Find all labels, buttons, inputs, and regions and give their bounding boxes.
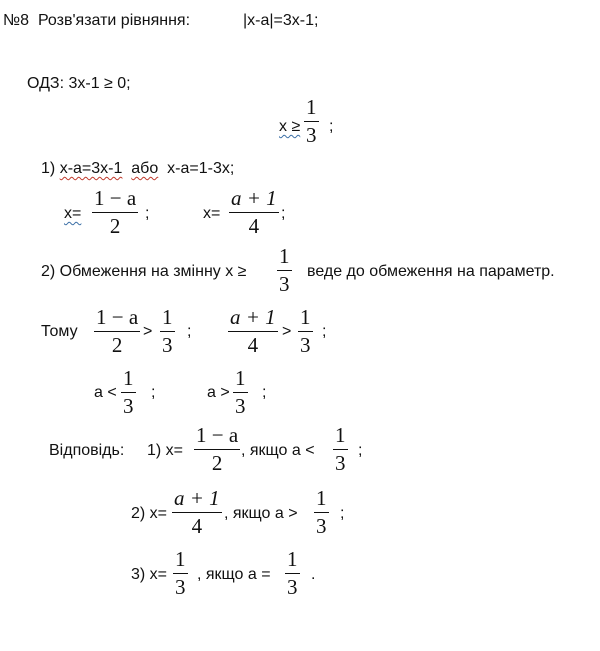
- therefore-i2-den: 4: [247, 333, 259, 357]
- answer2-semi: ;: [340, 505, 345, 522]
- therefore-i2-num: a + 1: [230, 305, 276, 329]
- range1-fraction: [121, 368, 136, 417]
- step1-label: 1): [41, 160, 56, 177]
- answer3-cden: 3: [287, 575, 298, 599]
- answer1-num: 1 − a: [196, 423, 239, 447]
- range2-text: a >: [207, 384, 230, 401]
- step1-x1-fraction: [92, 188, 138, 237]
- step1-case2: x-a=1-3x;: [167, 160, 235, 177]
- answer3-den: 3: [175, 575, 186, 599]
- therefore-i1-op: >: [143, 323, 153, 340]
- therefore-i1-den: 2: [111, 333, 123, 357]
- step1-x2-num: a + 1: [231, 186, 277, 210]
- odz-semicolon: ;: [329, 118, 334, 135]
- therefore-i2-op: >: [282, 323, 292, 340]
- odz-fraction: [304, 97, 319, 146]
- therefore-i1-rhs: [160, 307, 175, 356]
- answer1-cond-fraction: [333, 425, 348, 474]
- odz-frac-den: 3: [306, 123, 317, 147]
- range1-text: a <: [94, 384, 117, 401]
- answer3-fraction: [173, 549, 188, 598]
- therefore-i2-fraction: [228, 307, 278, 356]
- range2-den: 3: [235, 394, 246, 418]
- answer3-cond-fraction: [285, 549, 300, 598]
- range2-fraction: [233, 368, 248, 417]
- therefore-i1-rden: 3: [162, 333, 173, 357]
- answer3-prefix: 3) x=: [131, 566, 168, 583]
- answer1-cnum: 1: [335, 423, 346, 447]
- answer1-semi: ;: [358, 442, 363, 459]
- therefore-i2-semi: ;: [322, 323, 327, 340]
- step2-frac-den: 3: [279, 272, 290, 296]
- step2-frac-num: 1: [279, 244, 290, 268]
- range2-num: 1: [235, 366, 246, 390]
- therefore-i2-rden: 3: [300, 333, 311, 357]
- answer-label: Відповідь:: [49, 442, 125, 459]
- step1-x1-prefix: x=: [64, 205, 82, 222]
- odz-frac-num: 1: [306, 95, 317, 119]
- step1-line: [41, 160, 234, 178]
- step2-text-before: 2) Обмеження на змінну x ≥: [41, 263, 247, 280]
- range1-den: 3: [123, 394, 134, 418]
- therefore-i2-rnum: 1: [300, 305, 311, 329]
- therefore-i1-fraction: [94, 307, 140, 356]
- step1-x2-prefix: x=: [203, 205, 221, 222]
- answer2-cnum: 1: [316, 486, 327, 510]
- answer1-condition: , якщо a <: [241, 442, 315, 459]
- therefore-i1-rnum: 1: [162, 305, 173, 329]
- answer2-den: 4: [191, 514, 203, 538]
- range1-semi: ;: [151, 384, 156, 401]
- answer2-fraction: [172, 488, 222, 537]
- answer3-cnum: 1: [287, 547, 298, 571]
- answer1-den: 2: [211, 451, 223, 475]
- odz-label: ОДЗ: 3x-1 ≥ 0;: [27, 75, 131, 92]
- range1-num: 1: [123, 366, 134, 390]
- therefore-i2-rhs: [298, 307, 313, 356]
- problem-title: Розв'язати рівняння:: [37, 12, 191, 29]
- answer2-condition: , якщо a >: [224, 505, 298, 522]
- step1-x2-semi: ;: [281, 205, 286, 222]
- step1-case1: x-a=3x-1: [59, 160, 123, 177]
- answer1-prefix: 1) x=: [147, 442, 184, 459]
- odz-x-ge: x ≥: [279, 118, 301, 135]
- range2-semi: ;: [262, 384, 267, 401]
- step1-x2-fraction: [229, 188, 279, 237]
- answer2-num: a + 1: [174, 486, 220, 510]
- answer2-prefix: 2) x=: [131, 505, 168, 522]
- answer3-end: .: [311, 566, 316, 583]
- answer1-cden: 3: [335, 451, 346, 475]
- answer3-num: 1: [175, 547, 186, 571]
- problem-equation: |x-a|=3x-1;: [243, 12, 319, 29]
- therefore-i1-semi: ;: [187, 323, 192, 340]
- step1-x1-semi: ;: [145, 205, 150, 222]
- therefore-word: Тому: [41, 323, 78, 340]
- answer2-cond-fraction: [314, 488, 329, 537]
- answer1-fraction: [194, 425, 240, 474]
- step2-fraction: [277, 246, 292, 295]
- problem-header: [3, 12, 190, 30]
- step1-or: або: [131, 160, 159, 177]
- therefore-i1-num: 1 − a: [96, 305, 139, 329]
- problem-number: №8: [3, 12, 30, 29]
- step2-text-after: веде до обмеження на параметр.: [307, 263, 555, 280]
- step1-x2-den: 4: [248, 214, 260, 238]
- step1-x1-num: 1 − a: [94, 186, 137, 210]
- step1-x1-den: 2: [109, 214, 121, 238]
- answer2-cden: 3: [316, 514, 327, 538]
- answer3-condition: , якщо a =: [197, 566, 271, 583]
